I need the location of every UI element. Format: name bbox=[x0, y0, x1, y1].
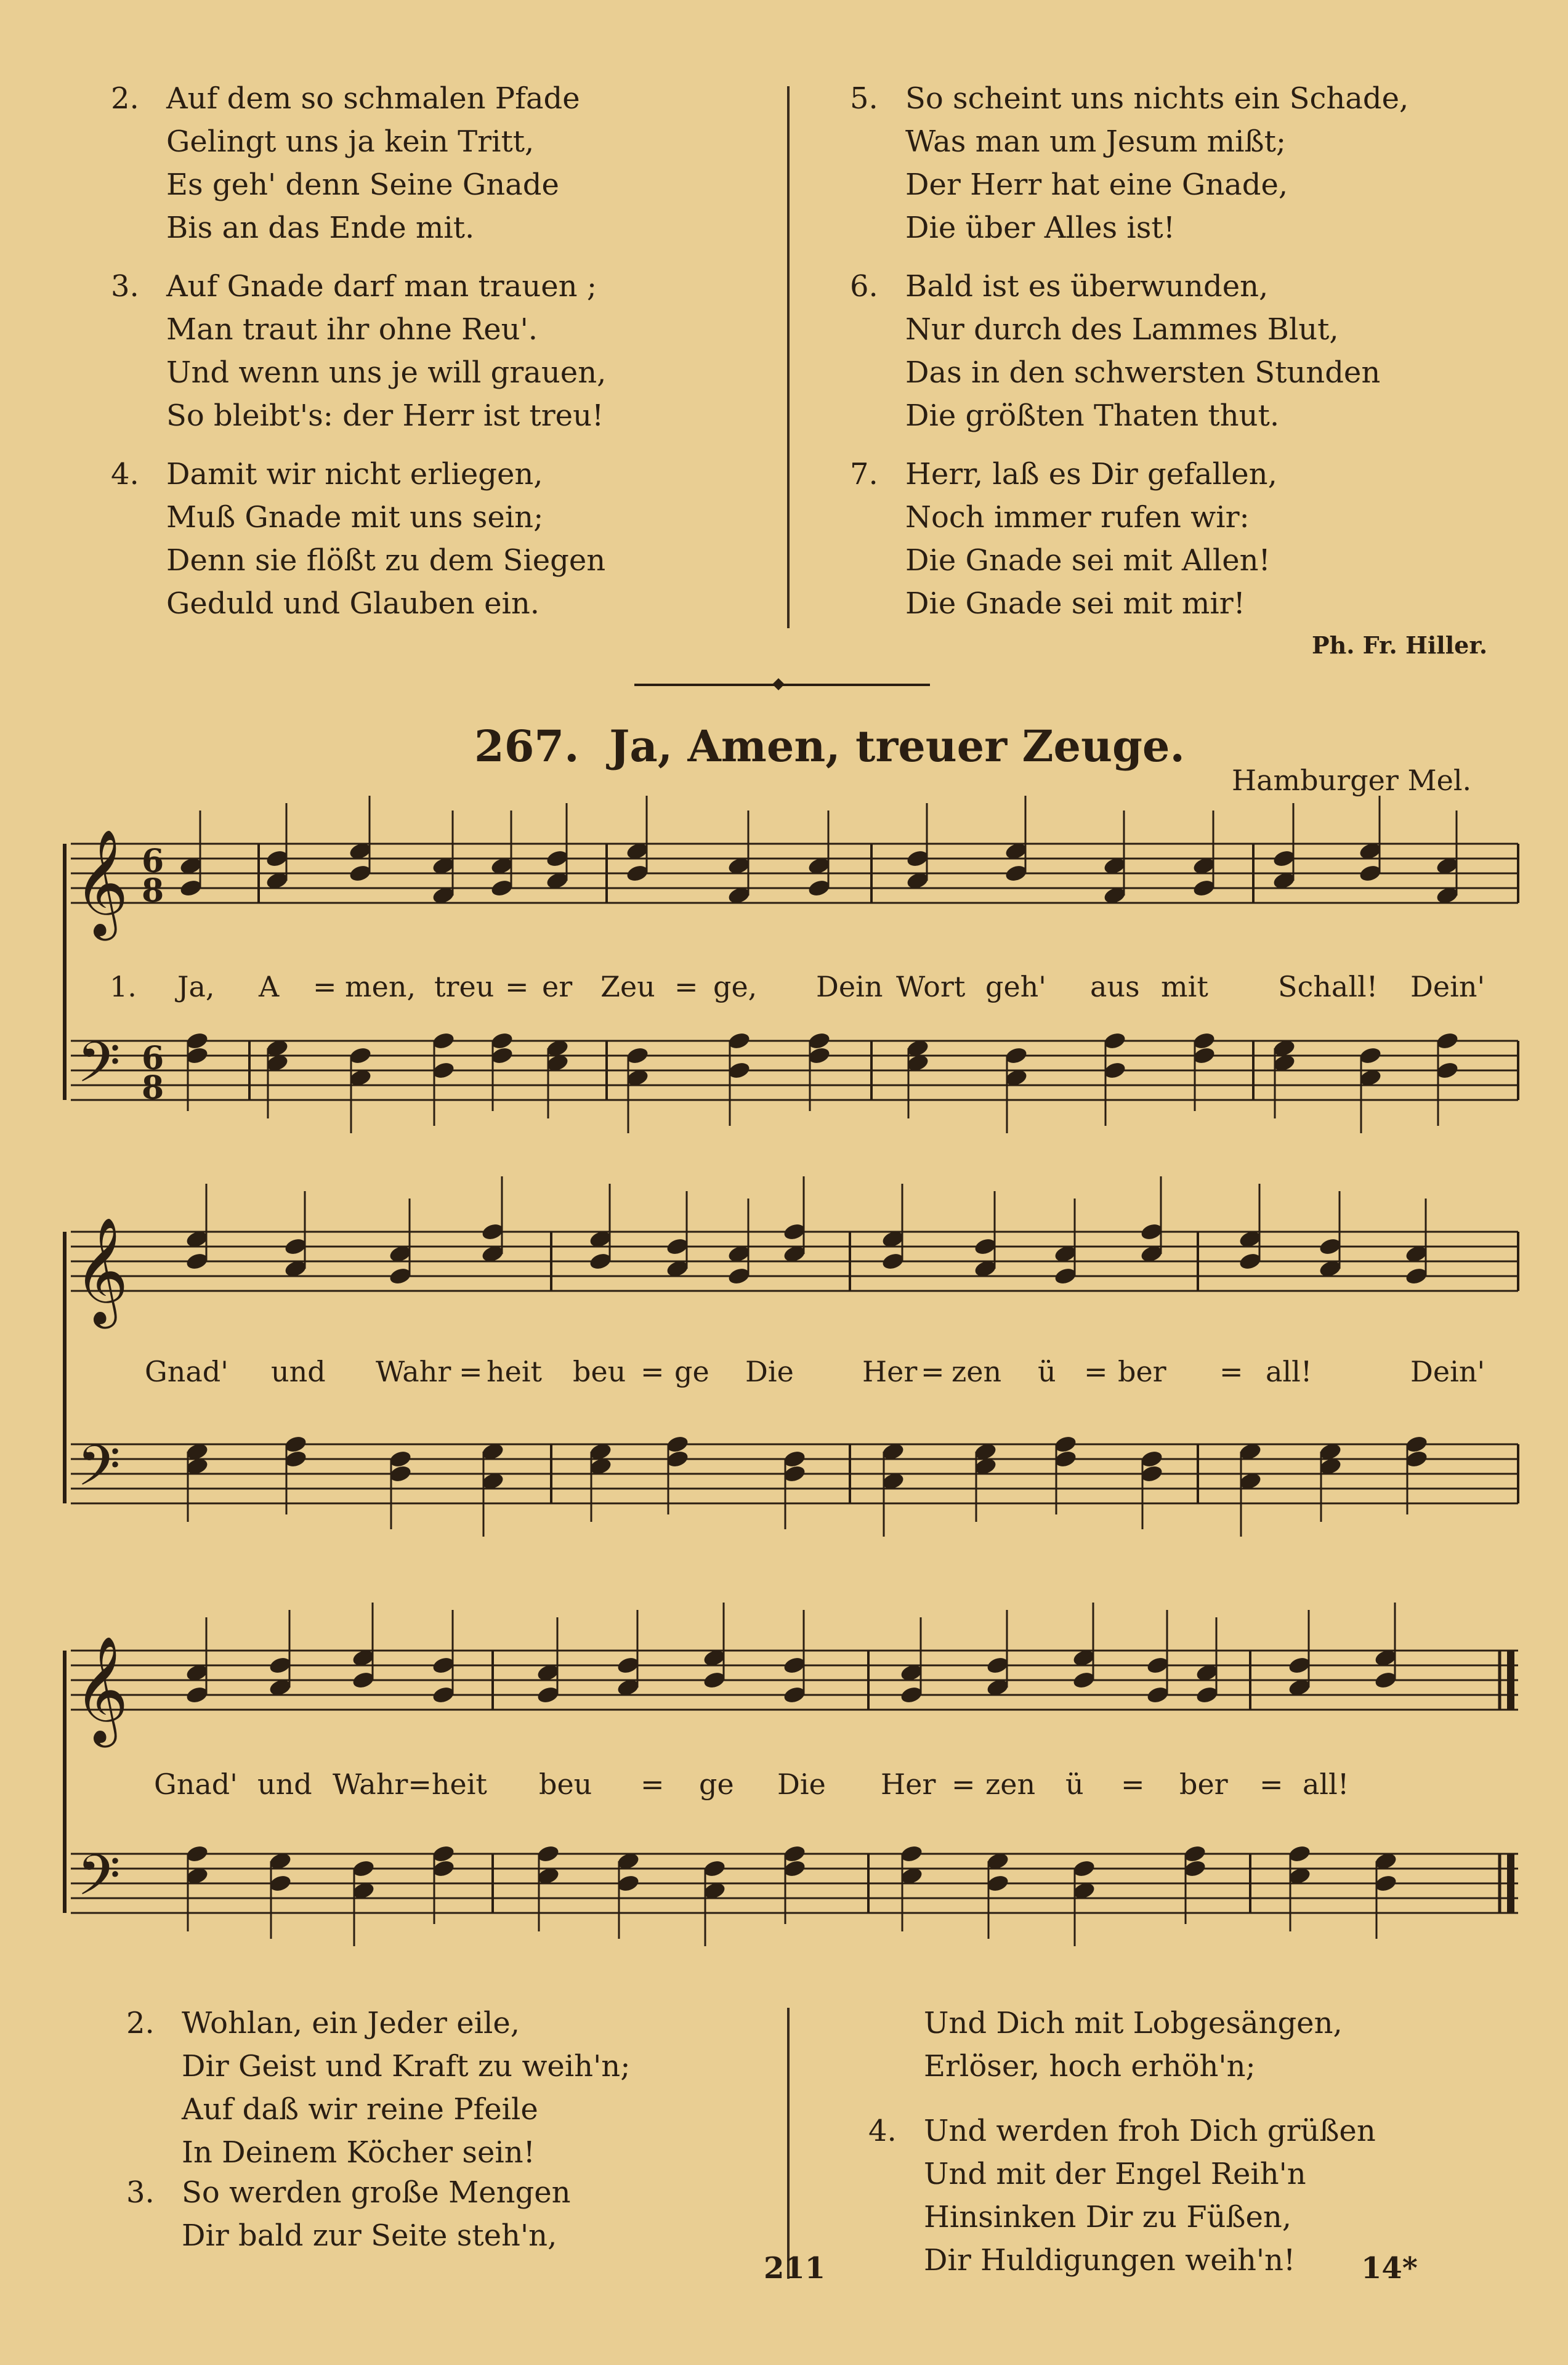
bass-clef: 𝄢 bbox=[77, 1843, 121, 1922]
stanza-line: Dir Geist und Kraft zu weih'n; bbox=[182, 2049, 631, 2084]
stanza bbox=[126, 2002, 631, 2174]
stanza bbox=[126, 2171, 571, 2257]
time-signature-bottom: 8 bbox=[142, 872, 164, 910]
lyric-syllable: ge bbox=[699, 1768, 734, 1801]
column-divider-bottom bbox=[787, 2008, 790, 2279]
treble-clef: 𝄞 bbox=[74, 1217, 129, 1324]
lyric-syllable: Her bbox=[862, 1355, 918, 1388]
page-number: 211 bbox=[764, 2251, 826, 2286]
stanza-line: Bald ist es überwunden, bbox=[905, 269, 1269, 304]
lyric-syllable: treu bbox=[434, 970, 495, 1003]
lyric-syllable: Die bbox=[745, 1355, 794, 1388]
stanza-line: Auf daß wir reine Pfeile bbox=[182, 2092, 538, 2127]
stanza-line: Und werden froh Dich grüßen bbox=[924, 2114, 1376, 2148]
lyric-syllable: = bbox=[1084, 1355, 1108, 1388]
stanza-line: Es geh' denn Seine Gnade bbox=[166, 168, 559, 202]
stanza-line: Die Gnade sei mit Allen! bbox=[905, 543, 1271, 578]
stanza-line: Nur durch des Lammes Blut, bbox=[905, 312, 1339, 347]
stanza-line: Man traut ihr ohne Reu'. bbox=[166, 312, 538, 347]
stanza bbox=[868, 2109, 1376, 2282]
lyric-syllable: A bbox=[259, 970, 280, 1003]
stanza-line: So scheint uns nichts ein Schade, bbox=[905, 81, 1409, 116]
lyric-syllable: = bbox=[641, 1768, 665, 1801]
stanza-line: Die größten Thaten thut. bbox=[905, 398, 1280, 433]
stanza-line: Das in den schwersten Stunden bbox=[905, 355, 1381, 390]
treble-clef: 𝄞 bbox=[74, 1636, 129, 1743]
hymn-number: 267. bbox=[474, 721, 580, 772]
lyric-syllable: zen bbox=[985, 1768, 1036, 1801]
author-credit: Ph. Fr. Hiller. bbox=[1312, 631, 1488, 659]
stanza-number: 7. bbox=[850, 457, 878, 491]
lyric-syllable: = bbox=[313, 970, 337, 1003]
lyric-syllable: er bbox=[542, 970, 573, 1003]
bass-clef: 𝄢 bbox=[77, 1433, 121, 1512]
lyric-syllable: all! bbox=[1266, 1355, 1312, 1388]
stanza-line: Noch immer rufen wir: bbox=[905, 500, 1250, 535]
lyric-syllable: heit bbox=[487, 1355, 543, 1388]
lyric-syllable: beu bbox=[539, 1768, 592, 1801]
stanza-number: 3. bbox=[126, 2175, 155, 2210]
lyrics-line-2 bbox=[0, 1355, 1568, 1392]
lyric-syllable: mit bbox=[1161, 970, 1208, 1003]
lyric-syllable: ber bbox=[1179, 1768, 1228, 1801]
lyric-syllable: = bbox=[459, 1355, 483, 1388]
lyric-syllable: all! bbox=[1303, 1768, 1349, 1801]
lyric-syllable: und bbox=[271, 1355, 326, 1388]
lyric-syllable: geh' bbox=[985, 970, 1046, 1003]
lyric-syllable: = bbox=[505, 970, 529, 1003]
lyric-syllable: aus bbox=[1090, 970, 1140, 1003]
lyric-syllable: Zeu bbox=[600, 970, 655, 1003]
bass-clef: 𝄢 bbox=[77, 1030, 121, 1109]
stanza-line: Gelingt uns ja kein Tritt, bbox=[166, 124, 535, 159]
stanza bbox=[924, 2002, 1343, 2088]
lyric-syllable: Gnad' bbox=[154, 1768, 238, 1801]
lyric-syllable: Dein bbox=[816, 970, 883, 1003]
lyrics-line-1 bbox=[0, 970, 1568, 1007]
stanza-line: Und mit der Engel Reih'n bbox=[924, 2157, 1306, 2191]
stanza-line: Auf dem so schmalen Pfade bbox=[166, 81, 580, 116]
lyric-syllable: Wort bbox=[896, 970, 966, 1003]
lyric-syllable: ge, bbox=[713, 970, 758, 1003]
lyric-syllable: Her bbox=[881, 1768, 936, 1801]
lyric-syllable: Gnad' bbox=[145, 1355, 228, 1388]
stanza-line: Erlöser, hoch erhöh'n; bbox=[924, 2049, 1256, 2084]
lyric-syllable: beu bbox=[573, 1355, 626, 1388]
lyric-syllable: = bbox=[1259, 1768, 1283, 1801]
stanza-number: 6. bbox=[850, 269, 878, 304]
stanza-line: Wohlan, ein Jeder eile, bbox=[182, 2006, 520, 2040]
stanza-line: Hinsinken Dir zu Füßen, bbox=[924, 2200, 1292, 2234]
lyric-syllable: ü bbox=[1065, 1768, 1084, 1801]
lyric-syllable: men, bbox=[345, 970, 416, 1003]
stanza-line: Und Dich mit Lobgesängen, bbox=[924, 2006, 1343, 2040]
stanza-line: Denn sie flößt zu dem Siegen bbox=[166, 543, 606, 578]
lyric-syllable: ber bbox=[1118, 1355, 1166, 1388]
stanza-line: Muß Gnade mit uns sein; bbox=[166, 500, 544, 535]
stanza-number: 5. bbox=[850, 81, 878, 116]
stanza-line: Dir Huldigungen weih'n! bbox=[924, 2243, 1296, 2278]
lyric-syllable: ge bbox=[674, 1355, 709, 1388]
stanza-line: Bis an das Ende mit. bbox=[166, 211, 475, 245]
lyric-syllable: zen bbox=[952, 1355, 1002, 1388]
stanza-number: 4. bbox=[868, 2114, 897, 2148]
time-signature-bottom: 8 bbox=[142, 1069, 164, 1107]
treble-clef: 𝄞 bbox=[74, 829, 129, 936]
stanza-line: Die Gnade sei mit mir! bbox=[905, 586, 1245, 621]
stanza-line: Der Herr hat eine Gnade, bbox=[905, 168, 1288, 202]
stanza-number: 2. bbox=[111, 81, 139, 116]
lyrics-line-3 bbox=[0, 1768, 1568, 1805]
lyric-syllable: Dein' bbox=[1410, 970, 1485, 1003]
stanza-number: 4. bbox=[111, 457, 139, 491]
melody-name: Hamburger Mel. bbox=[1232, 764, 1472, 797]
stanza-number: 2. bbox=[126, 2006, 155, 2040]
lyric-syllable: Wahr=heit bbox=[333, 1768, 487, 1801]
stanza-line: Herr, laß es Dir gefallen, bbox=[905, 457, 1277, 491]
stanza-line: Geduld und Glauben ein. bbox=[166, 586, 540, 621]
lyric-syllable: Ja, bbox=[177, 970, 215, 1003]
stanza-line: Die über Alles ist! bbox=[905, 211, 1175, 245]
lyric-syllable: 1. bbox=[110, 970, 137, 1003]
time-signature-top: 6 bbox=[142, 1040, 164, 1077]
stanza-line: So werden große Mengen bbox=[182, 2175, 571, 2210]
lyric-syllable: Schall! bbox=[1278, 970, 1378, 1003]
lyric-syllable: = bbox=[641, 1355, 665, 1388]
stanza-line: Was man um Jesum mißt; bbox=[905, 124, 1287, 159]
lyric-syllable: = bbox=[952, 1768, 976, 1801]
stanza-line: Dir bald zur Seite steh'n, bbox=[182, 2218, 557, 2253]
stanza-number: 3. bbox=[111, 269, 139, 304]
lyric-syllable: = bbox=[1121, 1768, 1145, 1801]
stanza-line: Damit wir nicht erliegen, bbox=[166, 457, 543, 491]
lyric-syllable: = bbox=[921, 1355, 945, 1388]
hymn-title: Ja, Amen, treuer Zeuge. bbox=[609, 721, 1185, 772]
lyric-syllable: Dein' bbox=[1410, 1355, 1485, 1388]
lyric-syllable: ü bbox=[1038, 1355, 1056, 1388]
lyric-syllable: Wahr bbox=[376, 1355, 451, 1388]
lyric-syllable: = bbox=[1219, 1355, 1243, 1388]
stanza-line: In Deinem Köcher sein! bbox=[182, 2135, 535, 2170]
stanza-line: Auf Gnade darf man trauen ; bbox=[166, 269, 597, 304]
lyric-syllable: Die bbox=[777, 1768, 826, 1801]
lyric-syllable: und bbox=[257, 1768, 312, 1801]
time-signature-top: 6 bbox=[142, 843, 164, 880]
signature-mark: 14* bbox=[1361, 2251, 1418, 2286]
stanza-line: Und wenn uns je will grauen, bbox=[166, 355, 607, 390]
lyric-syllable: = bbox=[674, 970, 698, 1003]
stanza-line: So bleibt's: der Herr ist treu! bbox=[166, 398, 604, 433]
